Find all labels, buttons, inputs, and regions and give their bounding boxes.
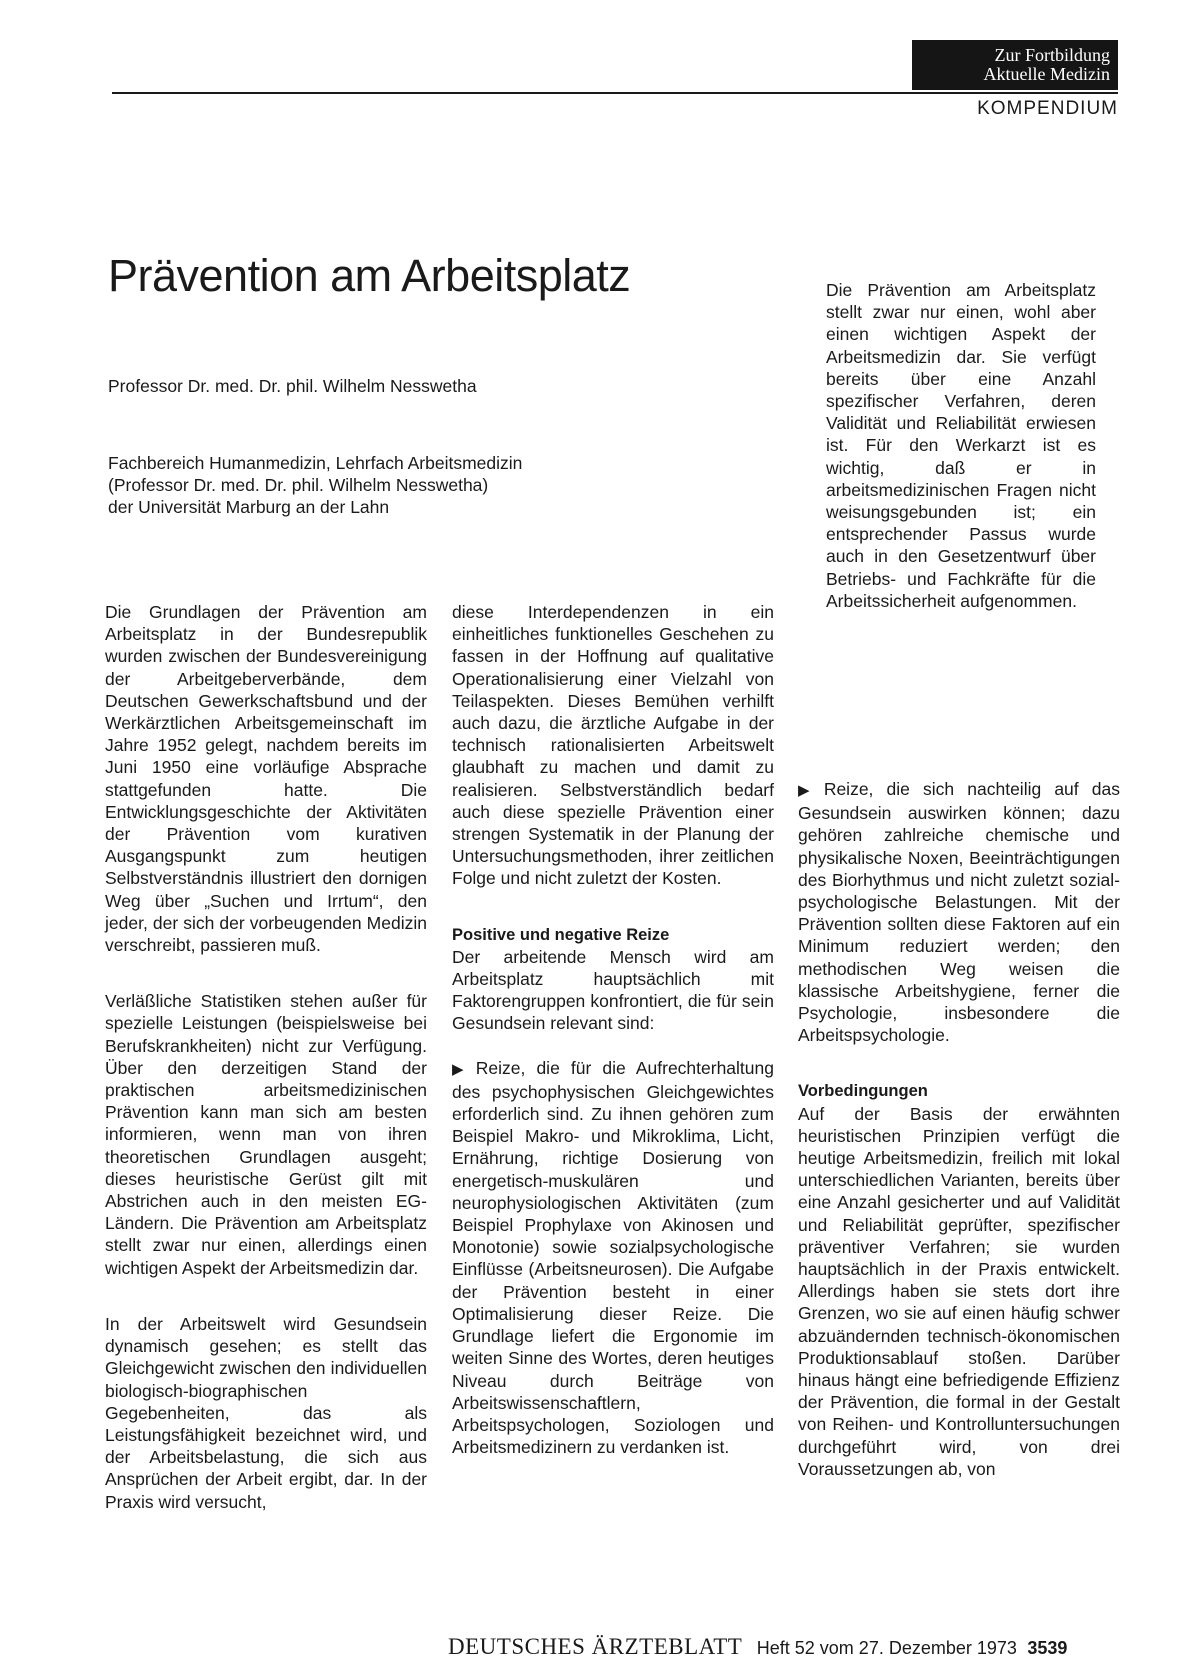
intro-text: Die Prävention am Arbeitsplatz stellt zwar nur einen, wohl aber einen wichtigen Aspekt der Arbeitsmedizin dar. Sie verfügt bereits über eine Anzahl spezifischer Verfahren, deren Validität und Reliabilität erwiesen ist. Für den Werkarzt ist es wichtig, daß er in arbeitsmedizinischen Fragen nicht weisungsgebunden ist; ein entsprechender Passus wurde auch in den Gesetzentwurf über Betriebs- und Fachkräfte für die Arbeitssicherheit aufgenommen.	[826, 280, 1096, 611]
page-footer	[448, 1634, 1067, 1660]
affiliation	[108, 452, 522, 518]
bullet-paragraph	[798, 778, 1120, 1046]
column-2	[452, 601, 774, 1458]
column-1	[105, 601, 427, 1513]
bullet-text: Reize, die für die Aufrechterhaltung des psychophysischen Gleichgewichtes erforderlich sind. Zu ihnen gehören zum Beispiel Makro- und Mikroklima, Licht, Ernährung, richtige Dosierung von energetisch-muskulären und neurophysiologischen Aktivitäten (zum Beispiel Prophylaxe von Akinosen und Monotonie) sowie sozialpsychologische Einflüsse (Arbeitsneurosen). Die Aufgabe der Prävention besteht in einer Optimalisierung dieser Reize. Die Grundlage liefert die Ergonomie im weiten Sinne des Wortes, deren heutiges Niveau durch Beiträge von Arbeitswissenschaftlern, Arbeitspsychologen, Soziologen und Arbeitsmedizinern zu verdanken ist.	[452, 1057, 774, 1458]
section-badge	[912, 40, 1118, 90]
author-line: Professor Dr. med. Dr. phil. Wilhelm Nesswetha	[108, 376, 477, 396]
page-number: 3539	[1027, 1638, 1068, 1658]
paragraph: diese Interdependenzen in ein einheitliches funktionelles Geschehen zu fassen in der Hoffnung auf qualitative Operationalisierung einer Vielzahl von Teilaspekten. Dieses Bemühen verhilft auch dazu, die ärztliche Aufgabe in der technisch rationalisierten Arbeitswelt glaubhaft zu machen und damit zu realisieren. Selbstverständlich bedarf auch diese spezielle Prävention einer strengen Systematik in der Planung der Untersuchungsmethoden, ihrer zeitlichen Folge und nicht zuletzt der Kosten.	[452, 602, 774, 889]
paragraph: In der Arbeitswelt wird Gesundsein dynamisch gesehen; es stellt das Gleichgewicht zwischen den individuellen biologisch-biographischen Gegebenheiten, das als Leistungsfähigkeit bezeichnet wird, und der Arbeitsbelastung, die sich aus Ansprüchen der Arbeit ergibt, dar. In der Praxis wird versucht,	[105, 1313, 427, 1512]
bullet-paragraph	[452, 1057, 774, 1459]
column-3	[798, 778, 1120, 1480]
paragraph: Auf der Basis der erwähnten heuristischen Prinzipien verfügt die heutige Arbeitsmedizin, freilich mit lokal unterschiedlichen Varianten, bereits über eine Anzahl gesicherter und auf Validität und Reliabilität geprüfter, spezifischer präventiver Verfahren; sie wurden hauptsächlich in der Praxis entwickelt. Allerdings haben sie stets dort ihre Grenzen, wo sie auf einen häufig schwer abzuändernden technisch-ökonomischen Produktionsablauf stoßen. Darüber hinaus hängt eine befriedigende Effizienz der Prävention, die formal in der Gestalt von Reihen- und Kontrolluntersuchungen durchgeführt wird, von drei Voraussetzungen ab, von	[798, 1103, 1120, 1479]
affiliation-line-1: Fachbereich Humanmedizin, Lehrfach Arbeitsmedizin	[108, 453, 523, 473]
paragraph: Die Grundlagen der Prävention am Arbeitsplatz in der Bundesrepublik wurden zwischen der Bundesvereinigung der Arbeitgeberverbände, dem Deutschen Gewerkschaftsbund und der Werkärztlichen Arbeitsgemeinschaft im Jahre 1952 gelegt, nachdem bereits im Juni 1950 eine vorläufige Absprache stattgefunden hatte. Die Entwicklungsgeschichte der Aktivitäten der Prävention vom kurativen Ausgangspunkt zum heutigen Selbstverständnis illustriert den dornigen Weg über „Suchen und Irrtum“, den jeder, der sich der vorbeugenden Medizin verschreibt, passieren muß.	[105, 602, 427, 956]
intro-abstract	[826, 279, 1096, 612]
header-rule	[112, 92, 1118, 94]
section-heading: Vorbedingungen	[798, 1082, 928, 1101]
journal-name: DEUTSCHES ÄRZTEBLATT	[448, 1634, 743, 1659]
badge-line-2: Aktuelle Medizin	[983, 64, 1110, 84]
issue-info: Heft 52 vom 27. Dezember 1973	[756, 1638, 1017, 1658]
article-title: Prävention am Arbeitsplatz	[108, 250, 631, 301]
paragraph: Der arbeitende Mensch wird am Arbeitsplatz hauptsächlich mit Faktorengruppen konfrontiert, die für sein Gesundsein relevant sind:	[452, 946, 774, 1034]
affiliation-line-3: der Universität Marburg an der Lahn	[108, 497, 390, 517]
section-label: KOMPENDIUM	[977, 98, 1118, 119]
section-heading: Positive und negative Reize	[452, 925, 670, 944]
bullet-arrow-icon: ▶	[452, 1060, 470, 1078]
badge-line-1: Zur Fortbildung	[994, 45, 1110, 65]
bullet-text: Reize, die sich nachteilig auf das Gesundsein auswirken können; dazu gehören zahlreiche chemische und physikalische Noxen, Beeinträchtigungen des Biorhythmus und nicht zuletzt sozial-psychologische Belastungen. Mit der Prävention sollten diese Faktoren auf ein Minimum reduziert werden; den methodischen Weg weisen die klassische Arbeitshygiene, ferner die Psychologie, insbesondere die Arbeitspsychologie.	[798, 779, 1120, 1046]
affiliation-line-2: (Professor Dr. med. Dr. phil. Wilhelm Nesswetha)	[108, 475, 489, 495]
bullet-arrow-icon: ▶	[798, 782, 818, 799]
paragraph: Verläßliche Statistiken stehen außer für spezielle Leistungen (beispielsweise bei Berufskrankheiten) nicht zur Verfügung. Über den derzeitigen Stand der praktischen arbeitsmedizinischen Prävention kann man sich am besten informieren, wenn man von ihren theoretischen Grundlagen ausgeht; dieses heuristische Gerüst gilt mit Abstrichen auch in den meisten EG-Ländern. Die Prävention am Arbeitsplatz stellt zwar nur einen, allerdings einen wichtigen Aspekt der Arbeitsmedizin dar.	[105, 991, 427, 1278]
